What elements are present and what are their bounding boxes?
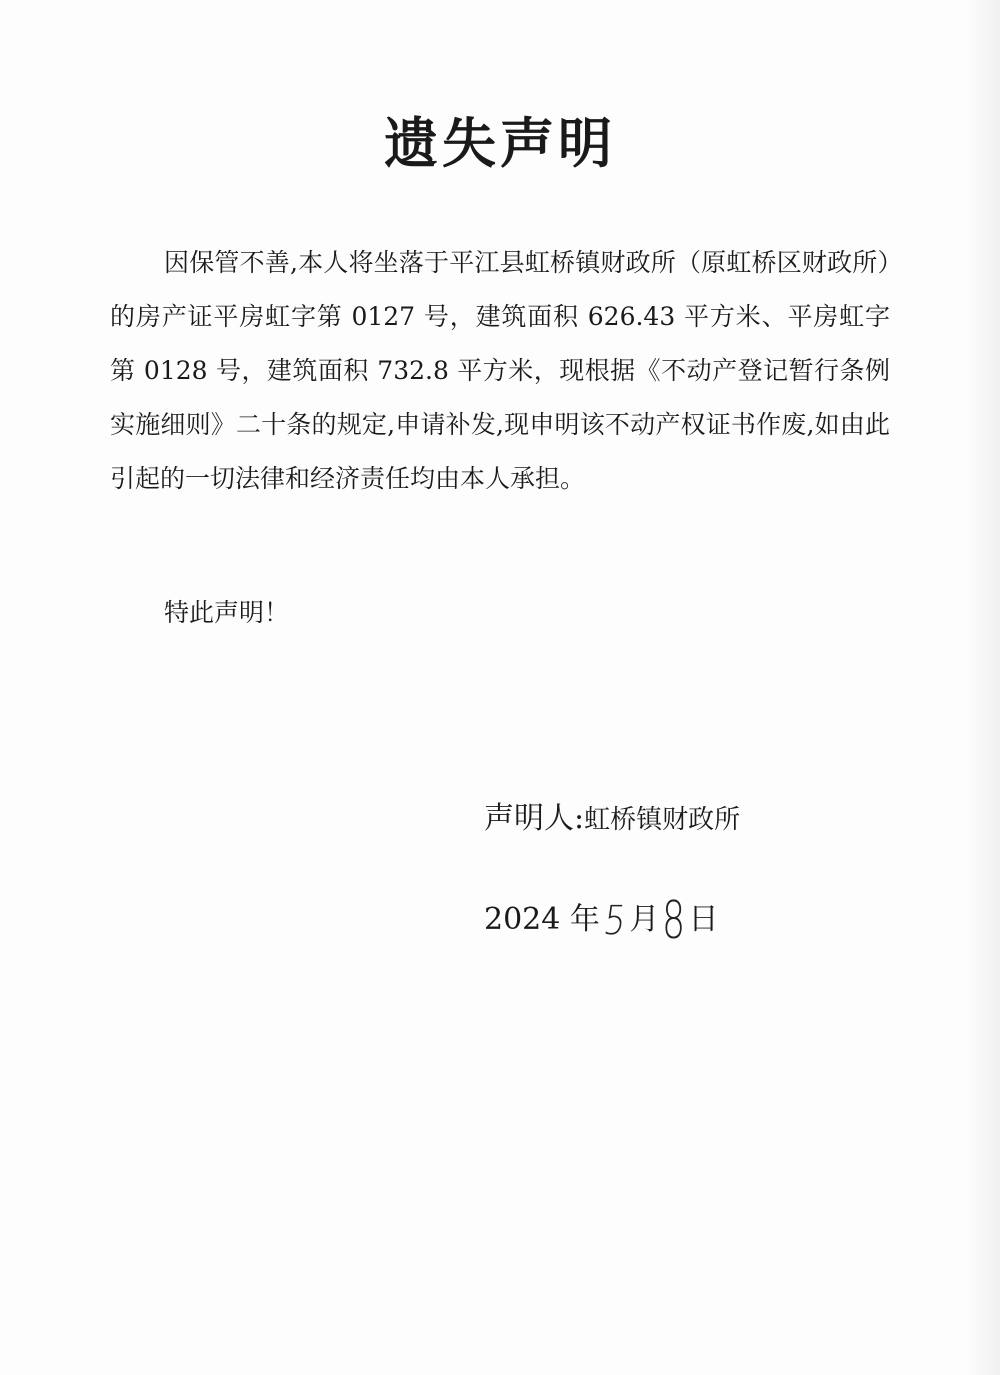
date-year-unit: 年 — [569, 902, 600, 937]
date-day-handwritten: 8 — [662, 891, 686, 951]
date-line — [484, 890, 718, 951]
date-month-handwritten: 5 — [600, 898, 629, 944]
signer-organization: 虹桥镇财政所 — [584, 805, 741, 835]
date-day-unit: 日 — [688, 902, 719, 937]
document-title: 遗失声明 — [384, 111, 616, 175]
signer-label: 声明人: — [484, 801, 585, 836]
date-year: 2024 — [484, 902, 561, 937]
signer-line — [484, 792, 740, 847]
statement-body: 因保管不善,本人将坐落于平江县虹桥镇财政所（原虹桥区财政所）的房产证平房虹字第 0127 号，建筑面积 626.43 平方米、平房虹字第 0128 号，建筑面积 732.8 平方米，现根据《不动产登记暂行条例实施细则》二十条的规定,申请补发,现申明该不动产权证书作废,如由此引起的一切法律和经济责任均由本人承担。 — [110, 248, 890, 493]
date-month-unit: 月 — [629, 902, 660, 937]
paper-edge-shadow — [966, 0, 1000, 1375]
closing-phrase: 特此声明！ — [164, 598, 290, 627]
